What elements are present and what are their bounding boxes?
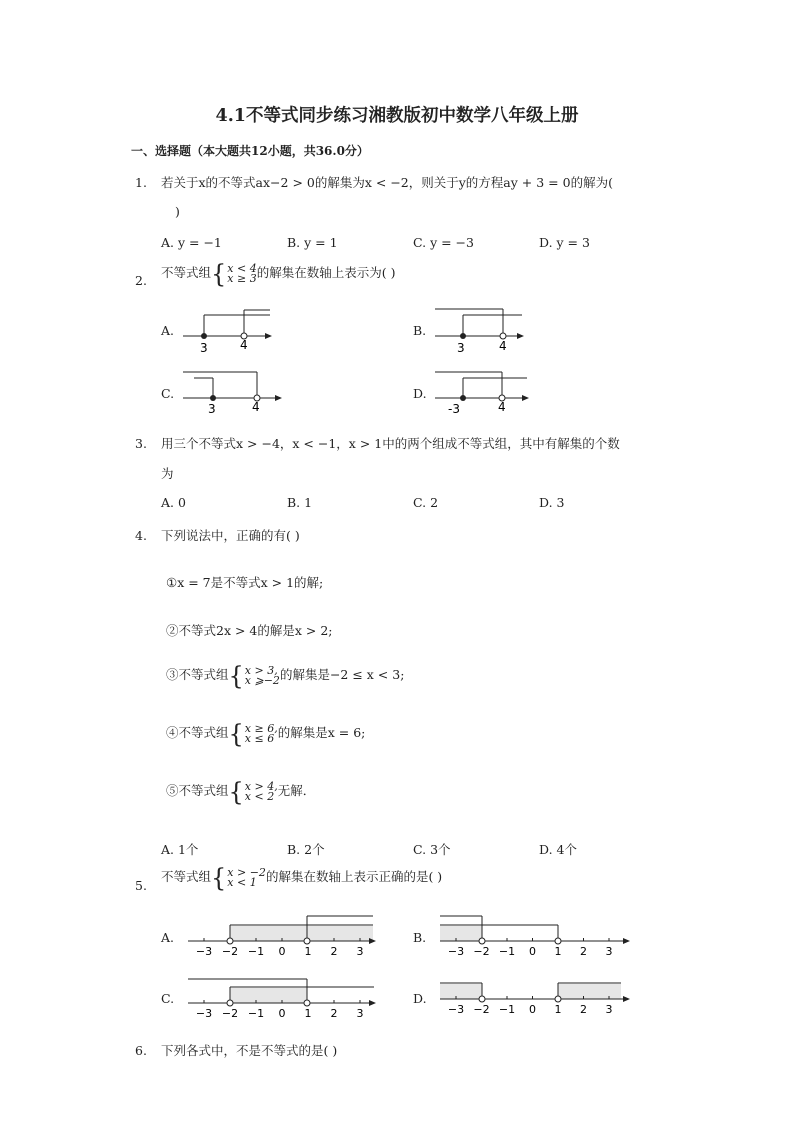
q4-option-c[interactable]: C. 3个 xyxy=(413,842,451,857)
tick-label: −1 xyxy=(247,1007,265,1020)
q2-b-tick-4: 4 xyxy=(499,339,507,353)
q6-number: 6. xyxy=(135,1043,147,1058)
tick-label: 3 xyxy=(356,945,364,958)
tick-label: −2 xyxy=(473,1003,490,1016)
tick-label: −2 xyxy=(473,945,490,958)
tick-label: 3 xyxy=(605,1003,613,1016)
q2-a-tick-3: 3 xyxy=(200,341,208,355)
tick-label: −3 xyxy=(447,945,465,958)
q5-numberline-c[interactable] xyxy=(184,972,384,1022)
document-title: 4.1不等式同步练习湘教版初中数学八年级上册 xyxy=(215,106,579,126)
q5-option-a-label[interactable]: A. xyxy=(161,930,175,945)
q4-statement-2: ②不等式2x > 4的解是x > 2; xyxy=(166,623,333,638)
section-heading: 一、选择题（本大题共12小题，共36.0分） xyxy=(131,144,369,158)
q3-option-d[interactable]: D. 3 xyxy=(539,495,565,510)
q5-numberline-d[interactable] xyxy=(436,972,636,1022)
q2-row2: x ≥ 3 xyxy=(227,271,257,285)
tick-label: −1 xyxy=(498,1003,516,1016)
q5-text: 不等式组 { x > −2 x < 1 的解集在数轴上表示正确的是( ) xyxy=(161,862,443,893)
q2-option-a-label[interactable]: A. xyxy=(161,323,175,338)
q3-option-c[interactable]: C. 2 xyxy=(413,495,439,510)
tick-label: −3 xyxy=(195,945,213,958)
q4-statement-3: ③不等式组 { x > 3, x ⩾−2 的解集是−2 ≤ x < 3; xyxy=(166,660,405,691)
q2-numberline-a[interactable] xyxy=(180,305,280,357)
tick-label: 2 xyxy=(580,1003,587,1016)
q4-statement-1: ①x = 7是不等式x > 1的解; xyxy=(166,575,324,590)
q2-d-tick-4: 4 xyxy=(498,400,506,414)
q4-statement-4: ④不等式组 { x ≥ 6, x ≤ 6 的解集是x = 6; xyxy=(166,718,366,749)
q2-system: { x < 4 x ≥ 3 xyxy=(211,258,257,289)
tick-label: 0 xyxy=(278,1007,286,1020)
q1-option-b[interactable]: B. y = 1 xyxy=(287,235,338,250)
q5-numberline-b[interactable] xyxy=(436,912,636,962)
tick-label: 3 xyxy=(605,945,613,958)
q3-text: 用三个不等式x > −4，x < −1，x > 1中的两个组成不等式组，其中有解集的个数 xyxy=(161,436,620,451)
q4-option-b[interactable]: B. 2个 xyxy=(287,842,325,857)
q1-text: 若关于x的不等式ax−2 > 0的解集为x < −2，则关于y的方程ay + 3 = 0的解为( xyxy=(161,175,613,190)
tick-label: 1 xyxy=(304,945,312,958)
tick-label: −3 xyxy=(195,1007,213,1020)
q2-numberline-d[interactable] xyxy=(432,366,542,418)
q2-numberline-c[interactable] xyxy=(180,366,290,418)
tick-label: 2 xyxy=(330,945,338,958)
tick-label: 0 xyxy=(529,945,536,958)
tick-label: 2 xyxy=(580,945,587,958)
q2-option-b-label[interactable]: B. xyxy=(413,323,427,338)
q3-option-a[interactable]: A. 0 xyxy=(161,495,186,510)
q5-number: 5. xyxy=(135,878,147,893)
tick-label: 2 xyxy=(330,1007,338,1020)
tick-label: 0 xyxy=(278,945,286,958)
q5-option-d-label[interactable]: D. xyxy=(413,991,427,1006)
q2-text-post: 的解集在数轴上表示为( ) xyxy=(256,265,396,280)
q2-option-c-label[interactable]: C. xyxy=(161,386,175,401)
q4-text: 下列说法中，正确的有( ) xyxy=(161,528,300,543)
q1-option-c[interactable]: C. y = −3 xyxy=(413,235,474,250)
tick-label: 0 xyxy=(529,1003,536,1016)
q2-number: 2. xyxy=(135,273,147,288)
q5-numberline-a[interactable] xyxy=(184,912,384,962)
q4-number: 4. xyxy=(135,528,147,543)
q2-row1: x < 4 xyxy=(227,261,257,275)
q2-d-tick-neg3: -3 xyxy=(448,402,460,416)
q4-option-a[interactable]: A. 1个 xyxy=(161,842,199,857)
q2-option-d-label[interactable]: D. xyxy=(413,386,427,401)
tick-label: 1 xyxy=(304,1007,312,1020)
q2-c-tick-3: 3 xyxy=(208,402,216,416)
q2-c-tick-4: 4 xyxy=(252,400,260,414)
q3-number: 3. xyxy=(135,436,147,451)
tick-label: −1 xyxy=(498,945,516,958)
q5-option-b-label[interactable]: B. xyxy=(413,930,427,945)
q1-number: 1. xyxy=(135,175,147,190)
tick-label: 1 xyxy=(554,945,562,958)
q2-a-tick-4: 4 xyxy=(240,338,248,352)
q4-option-d[interactable]: D. 4个 xyxy=(539,842,577,857)
q2-text-pre: 不等式组 xyxy=(161,265,212,280)
tick-label: 3 xyxy=(356,1007,364,1020)
q3-text-cont: 为 xyxy=(161,466,174,481)
tick-label: 1 xyxy=(554,1003,562,1016)
q2-b-tick-3: 3 xyxy=(457,341,465,355)
q2-text xyxy=(161,258,396,289)
tick-label: −2 xyxy=(221,945,239,958)
q5-option-c-label[interactable]: C. xyxy=(161,991,175,1006)
q3-option-b[interactable]: B. 1 xyxy=(287,495,313,510)
tick-label: −3 xyxy=(447,1003,465,1016)
q1-option-a[interactable]: A. y = −1 xyxy=(161,235,222,250)
tick-label: −2 xyxy=(221,1007,239,1020)
q2-numberline-b[interactable] xyxy=(432,303,532,357)
q1-option-d[interactable]: D. y = 3 xyxy=(539,235,590,250)
q1-text-cont: ) xyxy=(175,204,180,219)
q4-statement-5: ⑤不等式组 { x > 4, x < 2 无解． xyxy=(166,776,316,807)
q6-text: 下列各式中，不是不等式的是( ) xyxy=(161,1043,338,1058)
tick-label: −1 xyxy=(247,945,265,958)
